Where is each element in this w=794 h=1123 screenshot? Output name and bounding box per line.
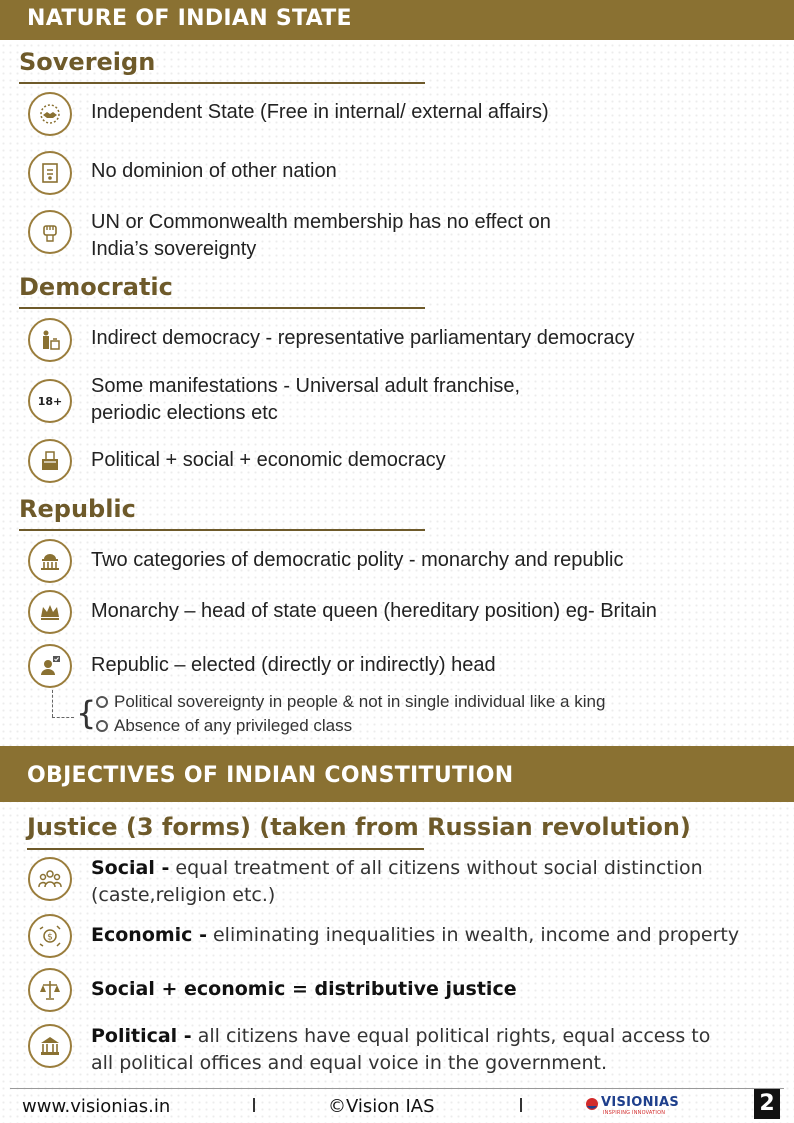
list-item-line: India’s sovereignty (91, 238, 257, 260)
footer-separator (520, 1098, 522, 1112)
list-item: Political + social + economic democracy (91, 449, 446, 471)
heading-underline (19, 307, 425, 309)
list-item (91, 209, 551, 263)
connector-line (52, 717, 74, 719)
list-item (91, 373, 520, 427)
page-number: 2 (754, 1089, 780, 1119)
heading-underline (19, 529, 425, 531)
justice-label: Political - (91, 1025, 192, 1047)
document-icon (28, 151, 72, 195)
people-group-icon (28, 857, 72, 901)
justice-label: Social - (91, 857, 170, 879)
list-item: Monarchy – head of state queen (hereditary position) eg- Britain (91, 600, 657, 622)
crown-icon (28, 590, 72, 634)
section-banner-nature (0, 0, 794, 40)
footer-divider (10, 1088, 784, 1089)
copyright-text: ©Vision IAS (328, 1096, 435, 1117)
brace-icon: { (76, 694, 97, 732)
justice-item: Economic - eliminating inequalities in wealth, income and property (91, 924, 740, 946)
scales-justice-icon (28, 968, 72, 1012)
government-building-icon (28, 1024, 72, 1068)
economy-exchange-icon (28, 914, 72, 958)
handshake-icon (28, 92, 72, 136)
justice-item: Social - equal treatment of all citizens without social distinction (caste,religion etc.) (91, 857, 703, 906)
elected-person-icon (28, 644, 72, 688)
list-item-line: periodic elections etc (91, 402, 278, 424)
raised-fist-icon (28, 210, 72, 254)
justice-label: Economic - (91, 924, 207, 946)
website-link[interactable]: www.visionias.in (22, 1096, 171, 1117)
heading-underline (27, 848, 424, 850)
sub-point: Absence of any privileged class (96, 716, 352, 736)
list-item: Two categories of democratic polity - monarchy and republic (91, 549, 624, 571)
list-item-line: UN or Commonwealth membership has no effect on (91, 211, 551, 233)
list-item: Independent State (Free in internal/ external affairs) (91, 101, 549, 123)
section-title: NATURE OF INDIAN STATE (27, 6, 352, 31)
heading-underline (19, 82, 425, 84)
sub-point: Political sovereignty in people & not in single individual like a king (96, 692, 605, 712)
logo-icon (585, 1097, 599, 1111)
list-item: No dominion of other nation (91, 160, 337, 182)
svg-text:$: $ (47, 932, 53, 943)
bullet-icon (96, 696, 108, 708)
footer-separator (253, 1098, 255, 1112)
parliament-building-icon (28, 539, 72, 583)
list-item: Republic – elected (directly or indirectly) head (91, 654, 496, 676)
section-title: OBJECTIVES OF INDIAN CONSTITUTION (27, 763, 514, 788)
list-item: Indirect democracy - representative parliamentary democracy (91, 327, 635, 349)
footer (0, 1088, 794, 1123)
svg-text:18+: 18+ (37, 395, 63, 408)
list-item-line: Some manifestations - Universal adult franchise, (91, 375, 521, 397)
section-banner-objectives (0, 746, 794, 802)
subsection-heading-justice: Justice (3 forms) (taken from Russian revolution) (27, 813, 691, 841)
justice-item (91, 976, 517, 1003)
ballot-box-icon (28, 439, 72, 483)
age-18-plus-icon (28, 379, 72, 423)
vision-ias-logo: VISIONIAS INSPIRING INNOVATION (585, 1093, 697, 1119)
subsection-heading-republic: Republic (19, 495, 136, 523)
subsection-heading-democratic: Democratic (19, 273, 173, 301)
justice-item: Political - all citizens have equal political rights, equal access to all political offices and equal voice in the government. (91, 1025, 711, 1074)
connector-line (52, 690, 54, 717)
justice-label: Social + economic = distributive justice (91, 978, 517, 1000)
bullet-icon (96, 720, 108, 732)
subsection-heading-sovereign: Sovereign (19, 48, 156, 76)
voter-ballot-icon (28, 318, 72, 362)
